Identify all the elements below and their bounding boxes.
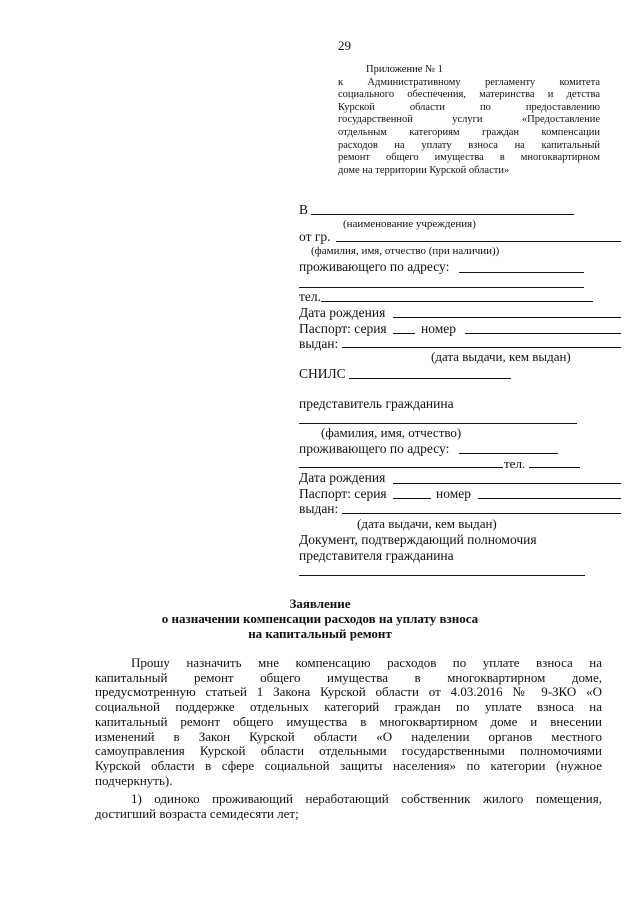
address-field[interactable] — [459, 272, 584, 273]
snils-field[interactable] — [349, 378, 511, 379]
statement-body — [95, 656, 602, 822]
applicant-name-caption: (фамилия, имя, отчество (при наличии)) — [311, 245, 500, 257]
page-number: 29 — [338, 38, 351, 53]
representative-name-field[interactable] — [299, 423, 577, 424]
passport-series-label: Паспорт: серия — [299, 321, 387, 336]
issued-field[interactable] — [342, 347, 621, 348]
body-line: 1) одиноко проживающий неработающий собственник жилого помещения, — [131, 791, 602, 807]
authority-doc-label: Документ, подтверждающий полномочия — [299, 532, 537, 547]
appendix-line: к Административному регламенту комитета — [338, 76, 600, 88]
appendix-line: социального обеспечения, материнства и детства — [338, 89, 600, 101]
passport-number-field[interactable] — [465, 333, 621, 334]
rep-passport-series-field[interactable] — [393, 498, 431, 499]
rep-address-field-2[interactable] — [299, 467, 503, 468]
statement-subtitle: о назначении компенсации расходов на уплату взноса — [161, 611, 479, 626]
body-line: самоуправления Курской области отдельными государственными полномочиями — [95, 743, 602, 759]
rep-passport-series-label: Паспорт: серия — [299, 486, 387, 501]
rep-phone-field[interactable] — [529, 467, 580, 468]
body-line: изменений в Закон Курской области «О наделении органов местного — [95, 728, 602, 744]
representative-name-caption: (фамилия, имя, отчество) — [321, 425, 462, 440]
statement-subtitle-2: на капитальный ремонт — [248, 626, 392, 641]
body-line: Курской области в сфере социальной защиты населения» по категории (нужное — [95, 757, 602, 773]
passport-series-field[interactable] — [393, 333, 415, 334]
rep-phone-label: тел. — [504, 456, 526, 471]
applicant-name-field[interactable] — [336, 241, 621, 242]
institution-caption: (наименование учреждения) — [343, 218, 476, 230]
representative-label: представитель гражданина — [299, 396, 454, 411]
to-label: В — [299, 202, 309, 217]
authority-doc-label-2: представителя гражданина — [299, 548, 454, 563]
body-line: предусмотренную статьей 1 Закона Курской области от 4.03.2016 № 9-ЗКО «О — [95, 684, 602, 700]
address-field-2[interactable] — [299, 287, 584, 288]
from-label: от гр. — [299, 229, 331, 244]
appendix-line: Курской области по предоставлению — [338, 101, 600, 113]
body-line: Прошу назначить мне компенсацию расходов по уплате взноса на — [131, 655, 602, 670]
rep-address-label: проживающего по адресу: — [299, 441, 450, 456]
body-line: социальной поддержке отдельных категорий граждан по уплате взноса на — [95, 699, 602, 715]
authority-doc-field[interactable] — [299, 575, 585, 576]
body-line: достигший возраста семидесяти лет; — [95, 806, 299, 822]
rep-address-field[interactable] — [459, 453, 558, 454]
rep-birth-date-field[interactable] — [393, 483, 621, 484]
body-line: капитальный ремонт общего имущества в многоквартирном доме и внесении — [95, 713, 602, 729]
institution-field[interactable] — [311, 214, 574, 215]
appendix-line: ремонт общего имущества в многоквартирном — [338, 152, 600, 164]
appendix-block — [338, 64, 600, 177]
body-line: капитальный ремонт общего имущества в многоквартирном доме, — [95, 669, 602, 685]
rep-passport-number-field[interactable] — [478, 498, 621, 499]
rep-issued-caption: (дата выдачи, кем выдан) — [357, 516, 497, 531]
birth-label: Дата рождения — [299, 305, 386, 320]
birth-date-field[interactable] — [393, 317, 621, 318]
body-line: подчеркнуть). — [95, 772, 173, 788]
phone-label: тел. — [299, 289, 322, 304]
appendix-line: отдельным категориям граждан компенсации — [338, 126, 600, 138]
phone-field[interactable] — [321, 301, 593, 302]
appendix-title: Приложение № 1 — [366, 64, 443, 75]
rep-issued-label: выдан: — [299, 501, 339, 516]
statement-title: Заявление — [289, 596, 351, 611]
passport-number-label: номер — [421, 321, 457, 336]
appendix-line: государственной услуги «Предоставление — [338, 114, 600, 126]
issued-caption: (дата выдачи, кем выдан) — [431, 349, 571, 364]
rep-passport-number-label: номер — [436, 486, 472, 501]
rep-birth-label: Дата рождения — [299, 470, 386, 485]
rep-issued-field[interactable] — [342, 513, 621, 514]
issued-label: выдан: — [299, 336, 339, 351]
address-label: проживающего по адресу: — [299, 259, 450, 274]
appendix-line: расходов на уплату взноса на капитальный — [338, 139, 600, 151]
snils-label: СНИЛС — [299, 366, 346, 381]
appendix-line: доме на территории Курской области» — [338, 164, 510, 176]
